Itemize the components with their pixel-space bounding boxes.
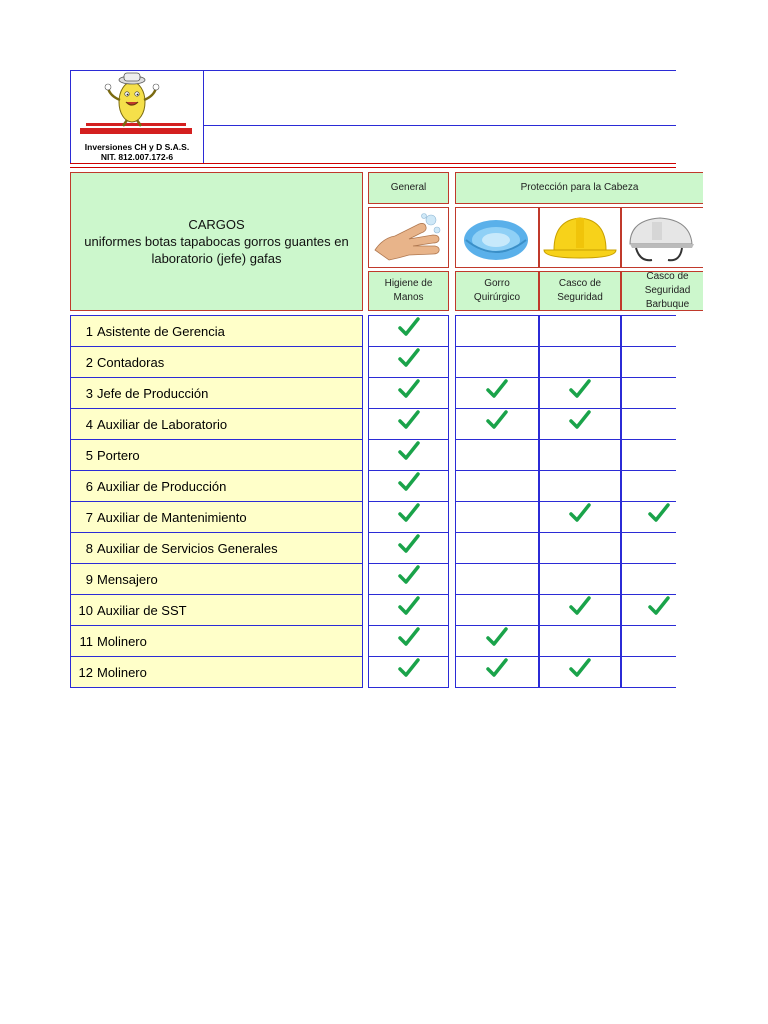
check-cell	[539, 408, 621, 440]
check-cell	[539, 346, 621, 378]
role-name: Contadoras	[97, 354, 165, 370]
check-cell	[539, 470, 621, 502]
role-name: Molinero	[97, 633, 147, 649]
col-higiene-label	[368, 271, 449, 311]
checkmark-icon	[398, 472, 420, 492]
checkmark-icon	[398, 658, 420, 678]
company-name: Inversiones CH y D S.A.S.	[84, 142, 190, 152]
header-divider	[204, 125, 676, 126]
role-name: Auxiliar de Servicios Generales	[97, 540, 278, 556]
col-label-line: Casco de	[558, 278, 602, 289]
check-cell	[368, 408, 449, 440]
check-cell	[368, 501, 449, 533]
col-casco-label	[539, 271, 621, 311]
role-name: Asistente de Gerencia	[97, 323, 225, 339]
check-cell	[621, 377, 676, 409]
check-cell	[368, 439, 449, 471]
checkmark-icon	[398, 596, 420, 616]
check-cell	[621, 532, 676, 564]
hard-hat-icon	[540, 208, 620, 267]
table-row	[70, 563, 363, 595]
col-casco-barbuquejo-label	[621, 271, 703, 311]
role-name: Auxiliar de SST	[97, 602, 187, 618]
row-number: 5	[85, 447, 93, 463]
col-label-line: Manos	[393, 292, 424, 303]
table-row	[70, 625, 363, 657]
image-cell-casco-barbuquejo	[621, 207, 703, 268]
check-cell	[368, 315, 449, 347]
role-name: Mensajero	[97, 571, 158, 587]
check-cell	[368, 625, 449, 657]
check-cell	[455, 501, 539, 533]
checkmark-icon	[569, 503, 591, 523]
row-number: 7	[85, 509, 93, 525]
check-cell	[621, 408, 676, 440]
role-name: Auxiliar de Laboratorio	[97, 416, 228, 432]
check-cell	[455, 346, 539, 378]
checkmark-icon	[648, 596, 670, 616]
col-label-line: Quirúrgico	[473, 292, 521, 303]
check-cell	[621, 563, 676, 595]
col-label-line: Gorro	[484, 278, 510, 289]
safety-helmet-chinstrap-icon	[622, 208, 702, 267]
checkmark-icon	[398, 503, 420, 523]
row-number: 9	[85, 571, 93, 587]
role-name: Auxiliar de Producción	[97, 478, 227, 494]
col-label-line: Barbuque	[645, 299, 690, 310]
image-cell-higiene	[368, 207, 449, 268]
hand-washing-icon	[369, 208, 448, 267]
group-cabeza: Protección para la Cabeza	[455, 172, 703, 204]
col-label-line: Seguridad	[644, 285, 691, 296]
checkmark-icon	[648, 503, 670, 523]
check-cell	[368, 563, 449, 595]
row-number: 4	[85, 416, 93, 432]
check-cell	[368, 470, 449, 502]
cargos-subtitle: uniformes botas tapabocas gorros guantes en laboratorio (jefe) gafas	[84, 234, 349, 266]
check-cell	[539, 563, 621, 595]
check-cell	[539, 625, 621, 657]
cargos-header	[70, 172, 363, 311]
check-cell	[455, 470, 539, 502]
check-cell	[539, 315, 621, 347]
check-cell	[455, 377, 539, 409]
check-cell	[539, 501, 621, 533]
checkmark-icon	[398, 441, 420, 461]
row-number: 3	[85, 385, 93, 401]
check-cell	[621, 470, 676, 502]
table-row	[70, 470, 363, 502]
checkmark-icon	[398, 534, 420, 554]
surgical-cap-icon	[456, 208, 538, 267]
checkmark-icon	[569, 596, 591, 616]
image-cell-casco	[539, 207, 621, 268]
row-number: 8	[85, 540, 93, 556]
check-cell	[621, 656, 676, 688]
checkmark-icon	[486, 658, 508, 678]
checkmark-icon	[398, 565, 420, 585]
group-general: General	[368, 172, 449, 204]
table-row	[70, 377, 363, 409]
role-name: Portero	[97, 447, 140, 463]
table-row	[70, 408, 363, 440]
company-logo-icon	[70, 70, 204, 140]
check-cell	[455, 563, 539, 595]
red-rule	[70, 167, 676, 168]
role-name: Auxiliar de Mantenimiento	[97, 509, 247, 525]
col-label-line: Seguridad	[557, 292, 603, 303]
check-cell	[455, 625, 539, 657]
checkmark-icon	[569, 410, 591, 430]
table-row	[70, 594, 363, 626]
checkmark-icon	[486, 410, 508, 430]
table-row	[70, 315, 363, 347]
check-cell	[455, 408, 539, 440]
col-gorro-label	[455, 271, 539, 311]
check-cell	[539, 439, 621, 471]
check-cell	[539, 532, 621, 564]
checkmark-icon	[486, 627, 508, 647]
check-cell	[455, 315, 539, 347]
table-row	[70, 501, 363, 533]
row-number: 12	[78, 664, 93, 680]
image-cell-gorro	[455, 207, 539, 268]
check-cell	[368, 346, 449, 378]
check-cell	[621, 594, 676, 626]
table-row	[70, 656, 363, 688]
col-label-line: Casco de	[646, 271, 689, 282]
row-number: 10	[78, 602, 93, 618]
check-cell	[455, 532, 539, 564]
role-name: Molinero	[97, 664, 147, 680]
check-cell	[368, 594, 449, 626]
checkmark-icon	[569, 379, 591, 399]
cargos-title: CARGOS	[188, 217, 245, 232]
check-cell	[539, 656, 621, 688]
check-cell	[539, 377, 621, 409]
check-cell	[368, 532, 449, 564]
row-number: 6	[85, 478, 93, 494]
check-cell	[621, 439, 676, 471]
check-cell	[368, 377, 449, 409]
role-name: Jefe de Producción	[97, 385, 209, 401]
col-label-line: Higiene de	[384, 278, 433, 289]
checkmark-icon	[398, 627, 420, 647]
checkmark-icon	[398, 410, 420, 430]
checkmark-icon	[398, 317, 420, 337]
check-cell	[368, 656, 449, 688]
check-cell	[621, 346, 676, 378]
checkmark-icon	[398, 348, 420, 368]
row-number: 2	[85, 354, 93, 370]
check-cell	[455, 656, 539, 688]
checkmark-icon	[398, 379, 420, 399]
table-row	[70, 532, 363, 564]
checkmark-icon	[569, 658, 591, 678]
check-cell	[621, 501, 676, 533]
check-cell	[621, 315, 676, 347]
table-row	[70, 439, 363, 471]
red-rule	[70, 163, 676, 164]
company-nit: NIT. 812.007.172-6	[100, 152, 174, 162]
check-cell	[539, 594, 621, 626]
row-number: 11	[79, 633, 93, 649]
check-cell	[455, 439, 539, 471]
check-cell	[621, 625, 676, 657]
check-cell	[455, 594, 539, 626]
row-number: 1	[85, 323, 93, 339]
table-row	[70, 346, 363, 378]
checkmark-icon	[486, 379, 508, 399]
